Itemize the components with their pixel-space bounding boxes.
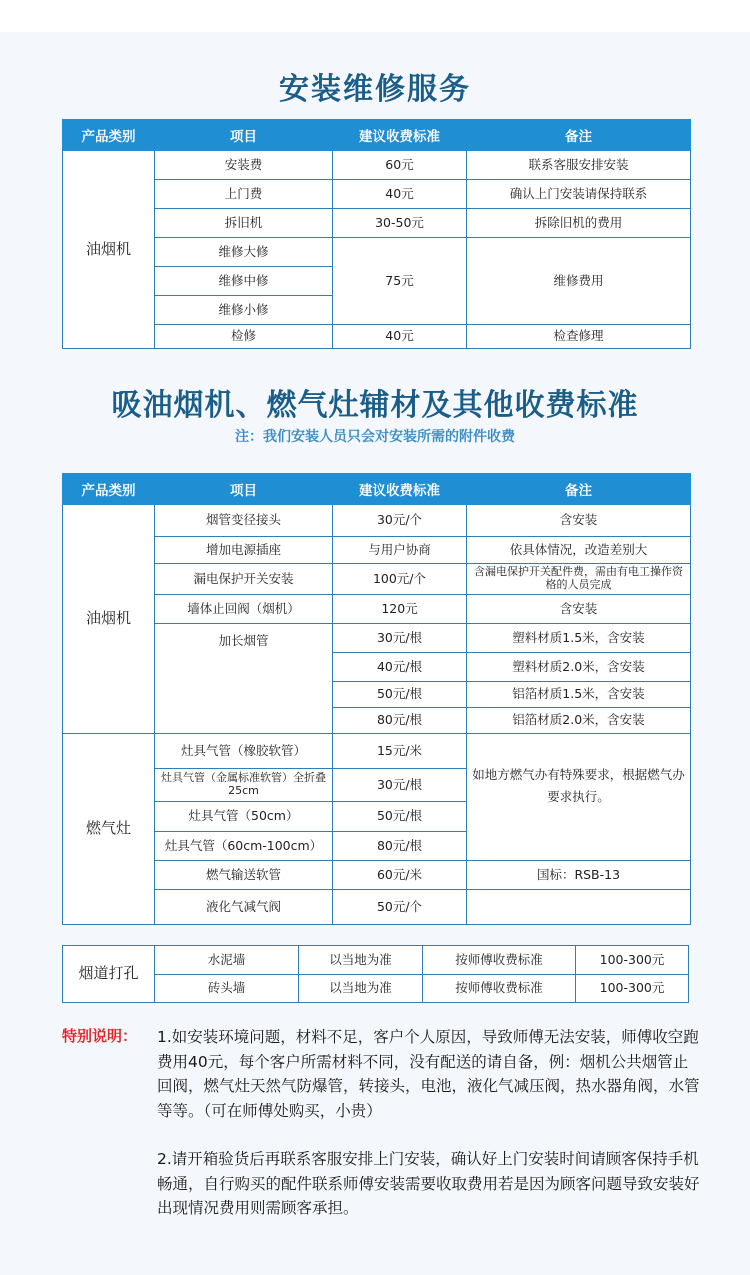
header-category: 产品类别	[63, 474, 155, 505]
duct-drilling-table	[62, 945, 689, 1003]
price-cell: 120元	[333, 595, 467, 624]
note-cell	[467, 890, 691, 925]
price-cell: 与用户协商	[333, 537, 467, 564]
table-row	[63, 595, 691, 624]
item-cell: 检修	[155, 325, 333, 349]
category-cell: 烟道打孔	[63, 946, 155, 1003]
note-cell: 铝箔材质2.0米，含安装	[467, 708, 691, 734]
note-cell: 国标：RSB-13	[467, 861, 691, 890]
note-cell: 确认上门安装请保持联系	[467, 180, 691, 209]
price-cell: 30元/根	[333, 624, 467, 653]
header-price: 建议收费标准	[333, 120, 467, 151]
price-cell: 40元	[333, 180, 467, 209]
note-cell: 塑料材质2.0米，含安装	[467, 653, 691, 682]
item-cell: 增加电源插座	[155, 537, 333, 564]
table-row	[63, 564, 691, 595]
table-row	[63, 861, 691, 890]
table-row	[63, 975, 689, 1003]
item-cell: 灶具气管（50cm）	[155, 802, 333, 832]
table-row	[63, 505, 691, 537]
table-row	[63, 238, 691, 267]
note-cell: 铝箔材质1.5米，含安装	[467, 682, 691, 708]
price-cell: 40元	[333, 325, 467, 349]
price-cell: 75元	[333, 238, 467, 325]
note-cell: 含安装	[467, 505, 691, 537]
item-cell: 拆旧机	[155, 209, 333, 238]
item-cell: 墙体止回阀（烟机）	[155, 595, 333, 624]
item-cell: 安装费	[155, 151, 333, 180]
item-cell: 燃气输送软管	[155, 861, 333, 890]
price-cell: 50元/根	[333, 802, 467, 832]
note-cell: 含安装	[467, 595, 691, 624]
item-cell: 灶具气管（橡胶软管）	[155, 734, 333, 769]
table-row	[63, 209, 691, 238]
header-note: 备注	[467, 120, 691, 151]
table-row	[63, 890, 691, 925]
item-cell: 烟管变径接头	[155, 505, 333, 537]
item-cell: 维修小修	[155, 296, 333, 325]
header-price: 建议收费标准	[333, 474, 467, 505]
note-cell: 拆除旧机的费用	[467, 209, 691, 238]
header-note: 备注	[467, 474, 691, 505]
price-cell: 80元/根	[333, 832, 467, 861]
standard-cell: 按师傅收费标准	[423, 946, 576, 975]
category-cell: 燃气灶	[63, 734, 155, 925]
special-note-2: 2.请开箱验货后再联系客服安排上门安装，确认好上门安装时间请顾客保持手机畅通，自行购买的配件联系师傅安装需要收取费用若是因为顾客问题导致安装好出现情况费用则需顾客承担。	[157, 1150, 700, 1217]
header-category: 产品类别	[63, 120, 155, 151]
fees-table	[62, 473, 691, 925]
price-cell: 30-50元	[333, 209, 467, 238]
item-cell: 加长烟管	[155, 624, 333, 734]
table-row	[63, 151, 691, 180]
item-cell: 灶具气管（60cm-100cm）	[155, 832, 333, 861]
item-cell: 液化气减气阀	[155, 890, 333, 925]
wall-type-cell: 砖头墙	[155, 975, 299, 1003]
price-cell: 100-300元	[576, 975, 689, 1003]
basis-cell: 以当地为准	[299, 975, 423, 1003]
price-cell: 60元/米	[333, 861, 467, 890]
price-cell: 80元/根	[333, 708, 467, 734]
basis-cell: 以当地为准	[299, 946, 423, 975]
note-cell: 依具体情况，改造差别大	[467, 537, 691, 564]
wall-type-cell: 水泥墙	[155, 946, 299, 975]
item-cell: 维修中修	[155, 267, 333, 296]
table-row	[63, 537, 691, 564]
top-band	[0, 0, 750, 32]
item-cell: 漏电保护开关安装	[155, 564, 333, 595]
price-cell: 30元/个	[333, 505, 467, 537]
item-cell: 上门费	[155, 180, 333, 209]
service-title: 安装维修服务	[279, 72, 471, 107]
price-cell: 100元/个	[333, 564, 467, 595]
table-header-row	[63, 120, 691, 151]
note-cell: 联系客服安排安装	[467, 151, 691, 180]
price-cell: 60元	[333, 151, 467, 180]
table-row	[63, 734, 691, 769]
item-cell: 灶具气管（金属标准软管）全折叠25cm	[155, 769, 333, 802]
special-note-1: 1.如安装环境问题，材料不足，客户个人原因，导致师傅无法安装，师傅收空跑费用40元，每个客户所需材料不同，没有配送的请自备，例：烟机公共烟管止回阀，燃气灶天然气防爆管，转接头，电池，液化气减压阀，热水器角阀，水管等等。（可在师傅处购买，小贵）	[157, 1028, 700, 1120]
fees-title: 吸油烟机、燃气灶辅材及其他收费标准	[111, 388, 639, 423]
header-item: 项目	[155, 474, 333, 505]
price-cell: 100-300元	[576, 946, 689, 975]
note-cell: 维修费用	[467, 238, 691, 325]
service-table	[62, 119, 691, 349]
price-cell: 40元/根	[333, 653, 467, 682]
price-cell: 50元/个	[333, 890, 467, 925]
note-cell: 含漏电保护开关配件费，需由有电工操作资格的人员完成	[467, 564, 691, 595]
header-item: 项目	[155, 120, 333, 151]
fees-subtitle: 注：我们安装人员只会对安装所需的附件收费	[235, 429, 515, 445]
category-cell: 油烟机	[63, 151, 155, 349]
item-cell: 维修大修	[155, 238, 333, 267]
category-cell: 油烟机	[63, 505, 155, 734]
table-row	[63, 624, 691, 653]
price-cell: 50元/根	[333, 682, 467, 708]
table-header-row	[63, 474, 691, 505]
table-row	[63, 325, 691, 349]
price-cell: 15元/米	[333, 734, 467, 769]
note-cell: 如地方燃气办有特殊要求，根据燃气办要求执行。	[467, 734, 691, 861]
note-cell: 检查修理	[467, 325, 691, 349]
price-cell: 30元/根	[333, 769, 467, 802]
table-row	[63, 180, 691, 209]
special-note-label: 特别说明：	[62, 1027, 138, 1045]
table-row	[63, 946, 689, 975]
standard-cell: 按师傅收费标准	[423, 975, 576, 1003]
note-cell: 塑料材质1.5米，含安装	[467, 624, 691, 653]
